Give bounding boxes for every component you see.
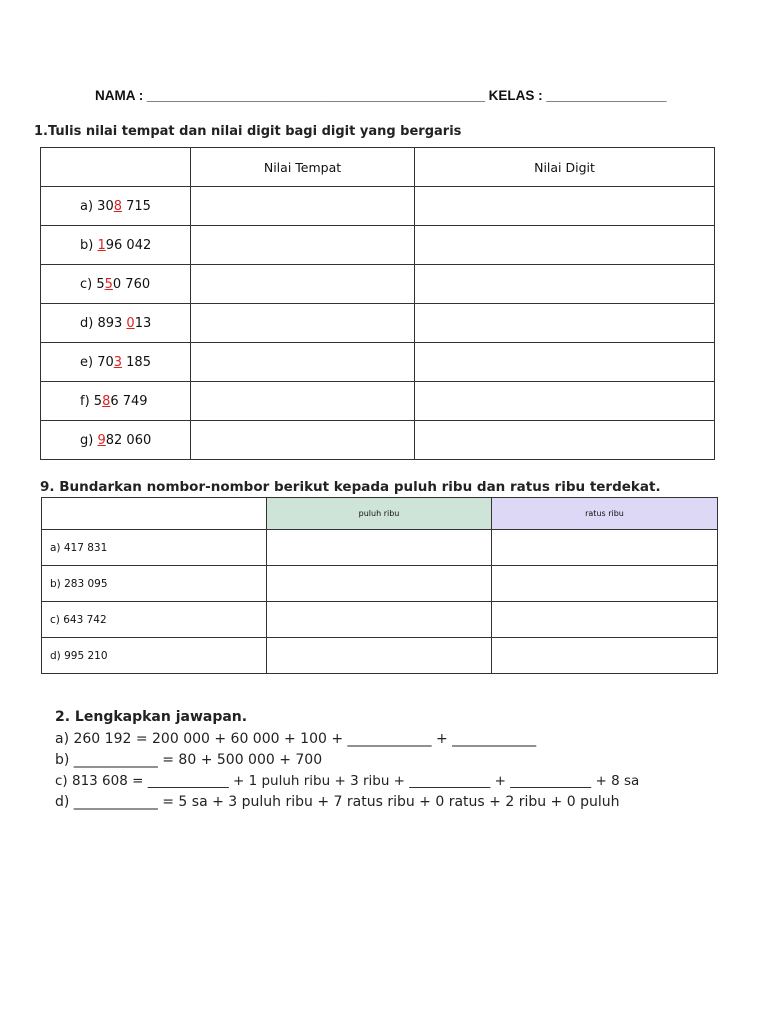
- student-header: [95, 88, 695, 103]
- answer-cell-nilai-digit[interactable]: [415, 304, 715, 343]
- table-row: [41, 187, 715, 226]
- underlined-digit: 5: [104, 276, 113, 292]
- row-label: d) 893 013: [41, 304, 191, 343]
- answer-cell-ratus-ribu[interactable]: [492, 530, 718, 566]
- underlined-digit: 8: [113, 198, 122, 214]
- fill-in-line-a[interactable]: a) 260 192 = 200 000 + 60 000 + 100 + ____________ + ____________: [55, 731, 537, 747]
- row-label: f) 586 749: [41, 382, 191, 421]
- row-label: c) 643 742: [42, 602, 267, 638]
- answer-cell-nilai-digit[interactable]: [415, 421, 715, 460]
- row-label: c) 550 760: [41, 265, 191, 304]
- place-value-table: [40, 147, 715, 460]
- fill-in-line-d[interactable]: d) ____________ = 5 sa + 3 puluh ribu + 7 ratus ribu + 0 ratus + 2 ribu + 0 puluh: [55, 794, 620, 810]
- answer-cell-puluh-ribu[interactable]: [267, 602, 492, 638]
- section2-title: 2. Lengkapkan jawapan.: [55, 709, 248, 725]
- table-row: [41, 304, 715, 343]
- table-row: [41, 382, 715, 421]
- underlined-digit: 3: [113, 354, 123, 370]
- answer-cell-nilai-digit[interactable]: [415, 187, 715, 226]
- answer-cell-puluh-ribu[interactable]: [267, 638, 492, 674]
- underlined-digit: 0: [126, 315, 135, 331]
- header-nilai-tempat: Nilai Tempat: [191, 148, 415, 187]
- table-header-row: [41, 148, 715, 187]
- table-header-row: [42, 498, 718, 530]
- answer-cell-nilai-digit[interactable]: [415, 265, 715, 304]
- answer-cell-nilai-tempat[interactable]: [191, 343, 415, 382]
- row-label: e) 703 185: [41, 343, 191, 382]
- table-row: [41, 421, 715, 460]
- class-label: KELAS :: [484, 88, 547, 103]
- row-label: b) 196 042: [41, 226, 191, 265]
- answer-cell-nilai-tempat[interactable]: [191, 187, 415, 226]
- table-row: [42, 566, 718, 602]
- answer-cell-nilai-tempat[interactable]: [191, 226, 415, 265]
- row-label: b) 283 095: [42, 566, 267, 602]
- answer-cell-nilai-digit[interactable]: [415, 226, 715, 265]
- answer-cell-nilai-digit[interactable]: [415, 382, 715, 421]
- underlined-digit: 9: [97, 432, 106, 448]
- table-row: [42, 530, 718, 566]
- fill-in-line-b[interactable]: b) ____________ = 80 + 500 000 + 700: [55, 752, 323, 768]
- section9-title: 9. Bundarkan nombor-nombor berikut kepada puluh ribu dan ratus ribu terdekat.: [40, 479, 661, 495]
- table-row: [41, 265, 715, 304]
- table-row: [41, 226, 715, 265]
- underlined-digit: 8: [102, 393, 111, 409]
- table-row: [42, 602, 718, 638]
- underlined-digit: 1: [97, 237, 106, 253]
- rounding-table: [41, 497, 718, 674]
- table-row: [41, 343, 715, 382]
- answer-cell-nilai-tempat[interactable]: [191, 421, 415, 460]
- answer-cell-nilai-tempat[interactable]: [191, 265, 415, 304]
- answer-cell-nilai-digit[interactable]: [415, 343, 715, 382]
- section1-title: 1.Tulis nilai tempat dan nilai digit bagi digit yang bergaris: [34, 124, 462, 139]
- header-ratus-ribu: ratus ribu: [492, 498, 718, 530]
- answer-cell-nilai-tempat[interactable]: [191, 304, 415, 343]
- row-label: a) 417 831: [42, 530, 267, 566]
- table-row: [42, 638, 718, 674]
- answer-cell-ratus-ribu[interactable]: [492, 638, 718, 674]
- answer-cell-ratus-ribu[interactable]: [492, 602, 718, 638]
- answer-cell-nilai-tempat[interactable]: [191, 382, 415, 421]
- name-label: NAMA :: [95, 88, 147, 103]
- header-empty-cell: [41, 148, 191, 187]
- header-puluh-ribu: puluh ribu: [267, 498, 492, 530]
- row-label: a) 308 715: [41, 187, 191, 226]
- answer-cell-puluh-ribu[interactable]: [267, 566, 492, 602]
- row-label: g) 982 060: [41, 421, 191, 460]
- name-line[interactable]: _____________________________________________: [147, 88, 485, 103]
- answer-cell-ratus-ribu[interactable]: [492, 566, 718, 602]
- fill-in-line-c[interactable]: c) 813 608 = ____________ + 1 puluh ribu + 3 ribu + ____________ + ____________ + 8 sa: [55, 773, 640, 789]
- header-nilai-digit: Nilai Digit: [415, 148, 715, 187]
- header-empty-cell: [42, 498, 267, 530]
- class-line[interactable]: ________________: [546, 88, 667, 103]
- answer-cell-puluh-ribu[interactable]: [267, 530, 492, 566]
- row-label: d) 995 210: [42, 638, 267, 674]
